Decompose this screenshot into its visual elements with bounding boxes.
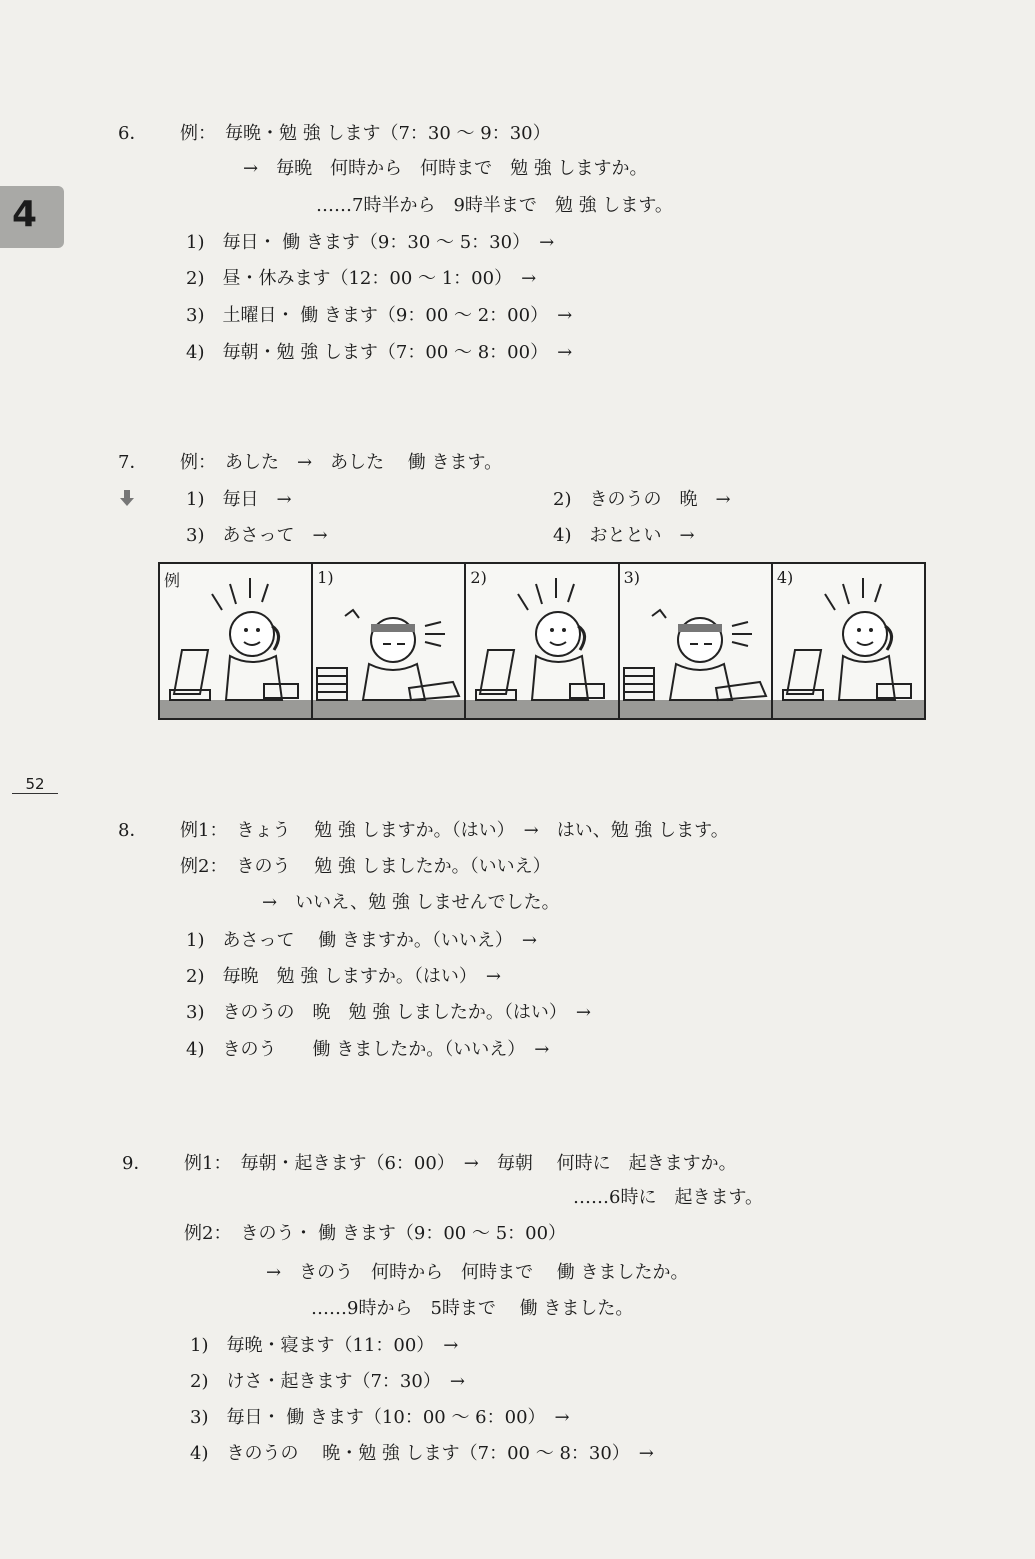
down-arrow-icon bbox=[120, 490, 134, 506]
chapter-tab bbox=[0, 186, 64, 248]
exercise-9-example-1-answer: ……6時に 起きます。 bbox=[573, 1187, 764, 1208]
chapter-number: 4 bbox=[12, 194, 38, 235]
exercise-6-item-1: 1) 毎日・ 働 きます（9：30 〜 5：30） → bbox=[186, 232, 555, 253]
exercise-7-example: 例： あした → あした 働 きます。 bbox=[180, 452, 503, 473]
panel-label: 1) bbox=[317, 568, 334, 587]
panel-example bbox=[160, 564, 313, 718]
student-studying-illustration bbox=[620, 564, 772, 718]
exercise-9-item-2: 2) けさ・起きます（7：30） → bbox=[190, 1371, 465, 1392]
panel-2 bbox=[466, 564, 619, 718]
exercise-9-number: 9． bbox=[122, 1153, 152, 1174]
exercise-6-answer: ……7時半から 9時半まで 勉 強 します。 bbox=[316, 195, 673, 216]
exercise-8-number: 8． bbox=[118, 820, 148, 841]
exercise-9-item-1: 1) 毎晩・寝ます（11：00） → bbox=[190, 1335, 459, 1356]
exercise-7-item-1: 1) 毎日 → bbox=[186, 489, 292, 510]
man-on-phone-illustration bbox=[160, 564, 312, 718]
exercise-6-number: 6． bbox=[118, 123, 148, 144]
exercise-8-example-2-answer: → いいえ、勉 強 しませんでした。 bbox=[262, 892, 560, 913]
man-on-phone-illustration bbox=[466, 564, 618, 718]
panel-4 bbox=[773, 564, 924, 718]
exercise-6-item-2: 2) 昼・休みます（12：00 〜 1：00） → bbox=[186, 268, 537, 289]
panel-label: 2) bbox=[470, 568, 487, 587]
exercise-7-item-3: 3) あさって → bbox=[186, 525, 328, 546]
man-on-phone-illustration bbox=[773, 564, 924, 718]
exercise-9-example-2: 例2： きのう・ 働 きます（9：00 〜 5：00） bbox=[184, 1223, 567, 1244]
exercise-8-item-1: 1) あさって 働 きますか。（いいえ） → bbox=[186, 930, 537, 951]
exercise-6-question: → 毎晩 何時から 何時まで 勉 強 しますか。 bbox=[243, 158, 648, 179]
exercise-8-item-2: 2) 毎晩 勉 強 しますか。（はい） → bbox=[186, 966, 501, 987]
exercise-8-example-1: 例1： きょう 勉 強 しますか。（はい） → はい、勉 強 します。 bbox=[180, 820, 729, 841]
exercise-8-item-4: 4) きのう 働 きましたか。（いいえ） → bbox=[186, 1039, 550, 1060]
exercise-6-example: 例： 毎晩・勉 強 します（7：30 〜 9：30） bbox=[180, 123, 551, 144]
student-studying-illustration bbox=[313, 564, 465, 718]
exercise-7-number: 7． bbox=[118, 452, 148, 473]
exercise-9-example-1: 例1： 毎朝・起きます（6：00） → 毎朝 何時に 起きますか。 bbox=[184, 1153, 737, 1174]
panel-label: 例 bbox=[164, 571, 181, 590]
panel-label: 3) bbox=[623, 568, 641, 587]
page-number: 52 bbox=[12, 775, 58, 794]
panel-label: 4) bbox=[776, 568, 794, 587]
exercise-9-item-3: 3) 毎日・ 働 きます（10：00 〜 6：00） → bbox=[190, 1407, 570, 1428]
exercise-7-item-4: 4) おととい → bbox=[553, 525, 695, 546]
exercise-6-item-4: 4) 毎朝・勉 強 します（7：00 〜 8：00） → bbox=[186, 342, 573, 363]
exercise-8-item-3: 3) きのうの 晩 勉 強 しましたか。（はい） → bbox=[186, 1002, 591, 1023]
panel-1 bbox=[313, 564, 466, 718]
exercise-9-example-2-question: → きのう 何時から 何時まで 働 きましたか。 bbox=[266, 1262, 689, 1283]
exercise-6-item-3: 3) 土曜日・ 働 きます（9：00 〜 2：00） → bbox=[186, 305, 573, 326]
illustration-strip bbox=[158, 562, 926, 720]
exercise-9-item-4: 4) きのうの 晩・勉 強 します（7：00 〜 8：30） → bbox=[190, 1443, 654, 1464]
exercise-7-item-2: 2) きのうの 晩 → bbox=[553, 489, 731, 510]
exercise-8-example-2: 例2： きのう 勉 強 しましたか。（いいえ） bbox=[180, 856, 551, 877]
panel-3 bbox=[620, 564, 773, 718]
exercise-9-example-2-answer: ……9時から 5時まで 働 きました。 bbox=[311, 1298, 634, 1319]
